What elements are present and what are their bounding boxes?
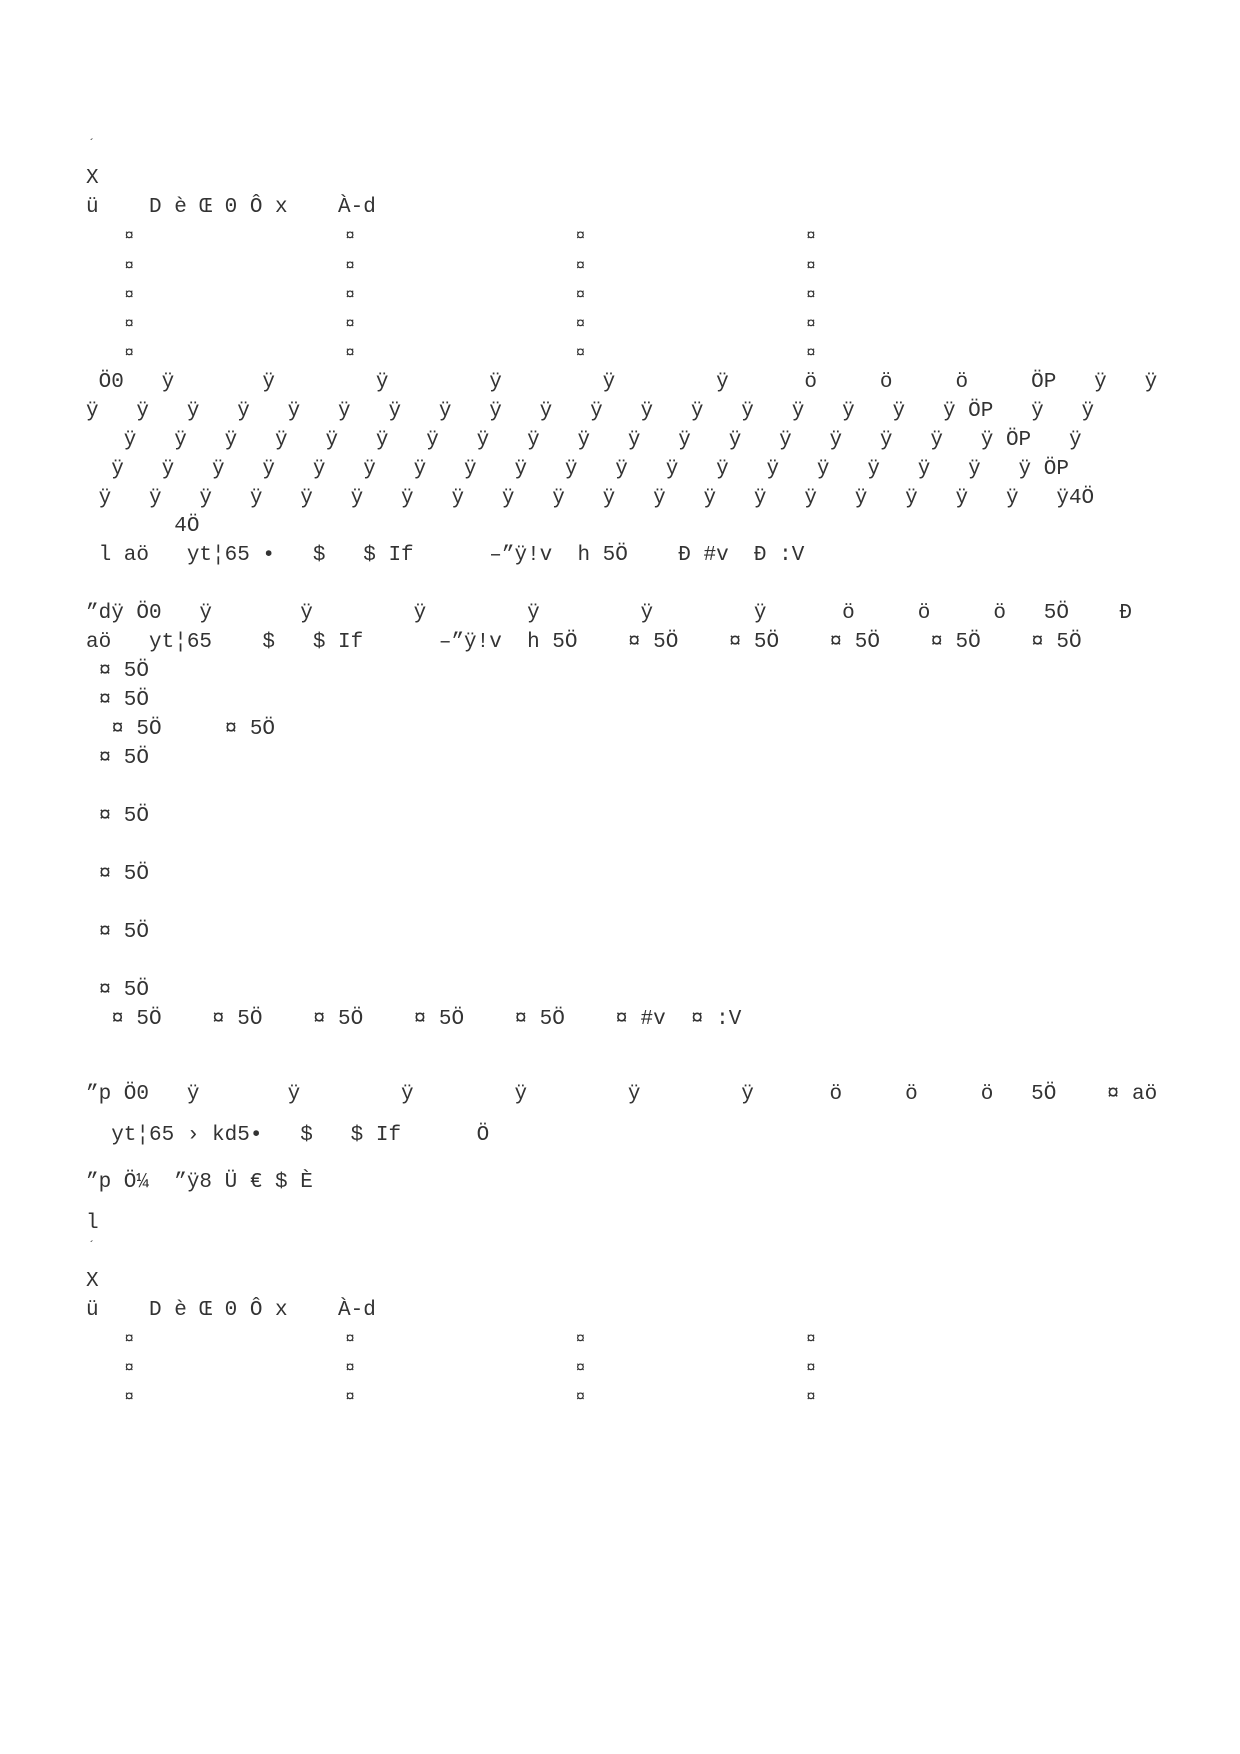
text-line: ÿ ÿ ÿ ÿ ÿ ÿ ÿ ÿ ÿ ÿ ÿ ÿ ÿ ÿ ÿ ÿ ÿ ÿ ÖP ÿ [86, 429, 1082, 452]
text-line: ¤ 5Ö [86, 921, 150, 944]
text-line: ¤ 5Ö [86, 863, 150, 886]
text-line: ¤ 5Ö [86, 805, 150, 828]
text-line: ”dÿ Ö0 ÿ ÿ ÿ ÿ ÿ ÿ ö ö ö 5Ö Ð [86, 602, 1132, 625]
text-line: aö yt¦65 $ $ If –”ÿ!v h 5Ö ¤ 5Ö ¤ 5Ö ¤ 5Ö ¤ 5Ö ¤ 5Ö [86, 631, 1082, 654]
text-line: yt¦65 › kd5• $ $ If Ö [86, 1124, 490, 1147]
text-line: ¤ 5Ö [86, 660, 150, 683]
text-line: l aö yt¦65 • $ $ If –”ÿ!v h 5Ö Ð #v Ð :V [86, 544, 805, 567]
text-line: ¤ 5Ö [86, 979, 150, 1002]
text-line: X [86, 167, 99, 190]
text-line: ¤ ¤ ¤ ¤ [86, 227, 816, 245]
text-line: ¤ 5Ö [86, 747, 150, 770]
text-line: ¤ ¤ ¤ ¤ [86, 1388, 816, 1406]
text-line: ´ [88, 137, 96, 151]
text-line: ¤ ¤ ¤ ¤ [86, 1330, 816, 1348]
text-line: X [86, 1270, 99, 1293]
text-line: ¤ ¤ ¤ ¤ [86, 315, 816, 333]
text-line: ÿ ÿ ÿ ÿ ÿ ÿ ÿ ÿ ÿ ÿ ÿ ÿ ÿ ÿ ÿ ÿ ÿ ÿ ÿ ÿ4Ö [86, 487, 1095, 510]
text-line: ¤ ¤ ¤ ¤ [86, 1359, 816, 1377]
text-line: ¤ ¤ ¤ ¤ [86, 344, 816, 362]
text-line: ¤ 5Ö [86, 689, 150, 712]
text-line: ”p Ö¼ ”ÿ8 Ü € $ È [86, 1171, 313, 1194]
text-line: ¤ ¤ ¤ ¤ [86, 257, 816, 275]
text-line: ¤ 5Ö ¤ 5Ö [86, 718, 276, 741]
text-line: ÿ ÿ ÿ ÿ ÿ ÿ ÿ ÿ ÿ ÿ ÿ ÿ ÿ ÿ ÿ ÿ ÿ ÿ ÖP ÿ ÿ [86, 400, 1095, 423]
text-line: Ö0 ÿ ÿ ÿ ÿ ÿ ÿ ö ö ö ÖP ÿ ÿ [86, 371, 1158, 394]
text-line: ü D è Œ 0 Ô x À-d [86, 196, 376, 219]
text-line: ÿ ÿ ÿ ÿ ÿ ÿ ÿ ÿ ÿ ÿ ÿ ÿ ÿ ÿ ÿ ÿ ÿ ÿ ÿ ÖP [86, 458, 1069, 481]
text-line: ”p Ö0 ÿ ÿ ÿ ÿ ÿ ÿ ö ö ö 5Ö ¤ aö [86, 1083, 1158, 1106]
text-line: ü D è Œ 0 Ô x À-d [86, 1299, 376, 1322]
text-line: ¤ ¤ ¤ ¤ [86, 286, 816, 304]
text-line: ´ [88, 1239, 96, 1253]
text-line: l [86, 1212, 99, 1235]
text-line: ¤ 5Ö ¤ 5Ö ¤ 5Ö ¤ 5Ö ¤ 5Ö ¤ #v ¤ :V [86, 1008, 742, 1031]
text-line: 4Ö [86, 515, 200, 538]
